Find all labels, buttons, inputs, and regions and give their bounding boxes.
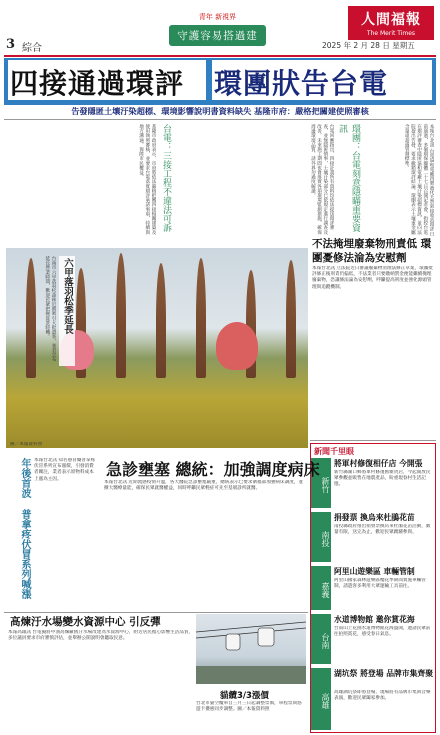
- tree: [196, 258, 206, 378]
- youth-policy-body: 本報台北訊 知名感冒藥普拿疼伏冒系列宣布漲價，引發消費者關注，業者表示原物料成本上漲為主因。: [34, 458, 96, 482]
- divider: [4, 119, 436, 120]
- water-center-body: 本報高雄訊 台電擬將中油高煉廠舊汙水場改建為水資源中心，附近居民擔心影響生活品質，多位議員要求市府審慎評估，並舉辦公開說明會聽取民意。: [8, 630, 194, 642]
- column-tag-top: 青年 新視界: [198, 13, 237, 21]
- photo-credit: 圖／本報資料照: [10, 442, 43, 447]
- brief-body: 高雄湖坑祭即將登場，現場將有品牌市集與音樂表演，歡迎民眾闔家參加。: [334, 690, 431, 702]
- gondola-caption: 台北市貓空纜車自三月三日起調整票價，單程票與悠遊卡優惠同步調整。圖／本報資料照: [196, 701, 302, 713]
- brief-body: 台南山上花園水道博物館花海盛開，邀請民眾前往拍照賞花，感受春日氣息。: [334, 626, 431, 638]
- water-center-title: 高煉汙水場變水資源中心 引反彈: [10, 616, 161, 628]
- er-crisis-body: 本報台北訊 近期流感疫情升溫，各大醫院急診壅塞嚴重，總統表示已要求衛福部加強病床調度，並擴大醫療量能，確保民眾就醫權益，同時呼籲民眾輕症可先至基層診所就醫。: [104, 480, 303, 492]
- headline-part-2: 環團狀告台電: [214, 67, 389, 100]
- region-tag: 台南: [311, 614, 331, 664]
- brief-title: 將軍村修復相仔店 今開張: [334, 459, 423, 468]
- column-title: 守護容易搭過建: [169, 25, 266, 46]
- mascot-figure: [216, 322, 258, 370]
- region-tag: 嘉義: [311, 566, 331, 610]
- newspaper-logo: [348, 6, 434, 40]
- main-article-side-title: 環團：台電刻意隱瞞重要資訊: [337, 124, 360, 232]
- tree: [286, 260, 296, 378]
- region-tag: 高雄: [311, 668, 331, 730]
- main-article-side-title-2: 台電：三接工程不違法可訴: [161, 124, 171, 232]
- brief-body: 南投縣政府推出捐發票換烏來杜鵑花苗活動，數量有限，送完為止，歡迎民眾踴躍參與。: [334, 524, 431, 536]
- headline-part-1: 四接通過環評: [10, 67, 185, 100]
- region-tag: 南投: [311, 512, 331, 562]
- gondola-title: 貓纜3/3漲價: [220, 691, 269, 701]
- tree: [26, 258, 36, 378]
- column-tag: [150, 12, 285, 56]
- photo-vertical-title: 六甲落羽松季延長: [59, 256, 75, 366]
- main-article-middle-column: 台電回應指出，四接計畫所有資料均依法提送環評審查，並無隱匿情事，土壤汙染部分已依規定進行調查及改善，未來施工期間也會落實各項環境監測措施，確保周邊環境品質，請外界勿過度解讀。: [310, 124, 334, 235]
- tree: [116, 253, 126, 378]
- brief-title: 湖坑祭 將登場 品牌市集齊聚: [334, 669, 433, 678]
- main-article-left-column: 基隆市政府表示，市府將依法嚴格把關四接相關建築及使用執照審核，並要求台電落實環評承諾事項，持續與地方溝通，保障市民權益。: [138, 124, 156, 235]
- brief-body: 阿里山國家森林遊樂區櫻花季期間實施車輛管制，請遊客多利用大眾運輸工具前往。: [334, 578, 426, 590]
- subheadline: 告發隱匿土壤汙染超標、環境影響說明書資料缺失 基隆市府：嚴格把關建使照審核: [71, 106, 369, 116]
- waste-article-body: 本報台北訊 立法院近日審議廢棄物清理法修正草案，環團批評修正後刑責仍偏低，不法業者只要繳納罰金便能繼續掩埋廢棄物，恐讓修法淪為安慰劑，呼籲提高刑度並強化源頭管理與追蹤機制。: [312, 266, 433, 290]
- brief-title: 捐發票 換烏來杜鵑花苗: [334, 513, 415, 522]
- gondola-photo: [196, 614, 306, 684]
- tree: [156, 263, 166, 378]
- region-tag: 新竹: [311, 458, 331, 508]
- section-number: 3: [6, 37, 16, 52]
- news-briefs-header: 新聞千里眼: [314, 447, 354, 456]
- brief-body: 新竹縣湖口鄉將軍村修復舊雜貨店，今起開放民眾參觀並販售在地農產品，盼重現眷村生活記憶。: [334, 470, 431, 488]
- header-rule: [4, 55, 436, 57]
- youth-policy-vertical-title: 年後首波 普拿疼伏冒系列喊漲: [19, 458, 30, 599]
- divider: [310, 440, 436, 441]
- brief-title: 阿里山遊樂區 車輛管制: [334, 567, 415, 576]
- gondola-illustration: [196, 614, 306, 684]
- divider: [4, 612, 308, 613]
- er-crisis-title: 急診壅塞 總統：加強調度病床: [106, 460, 320, 479]
- logo-chinese: 人間福報: [361, 12, 421, 28]
- brief-title: 水道博物館 邀你賞花海: [334, 615, 415, 624]
- logo-english: The Merit Times: [366, 30, 416, 37]
- issue-date: 2025 年 2 月 28 日 星期五: [322, 41, 415, 50]
- photo-caption: 台南市六甲落羽松森林近期吸引大批遊客，業者宣布延長營業時間，歡迎民眾把握賞景時機。: [44, 256, 56, 362]
- main-article-right-column: 本報台北訊 台電協和電廠四號液化天然氣接收站環評日前通過，多個環保團體二十七日召開記者會，指控台電在環評審查中隱匿協和電廠土壤汙染超標資訊，並向法院提出告發，要求撤銷環評結論。環團表示土壤重金屬含量遠超過管制標準。: [404, 124, 434, 236]
- waste-article-title: 不法掩埋廢棄物刑責低 環團憂修法淪為安慰劑: [312, 238, 432, 264]
- section-name: 綜合: [22, 43, 42, 54]
